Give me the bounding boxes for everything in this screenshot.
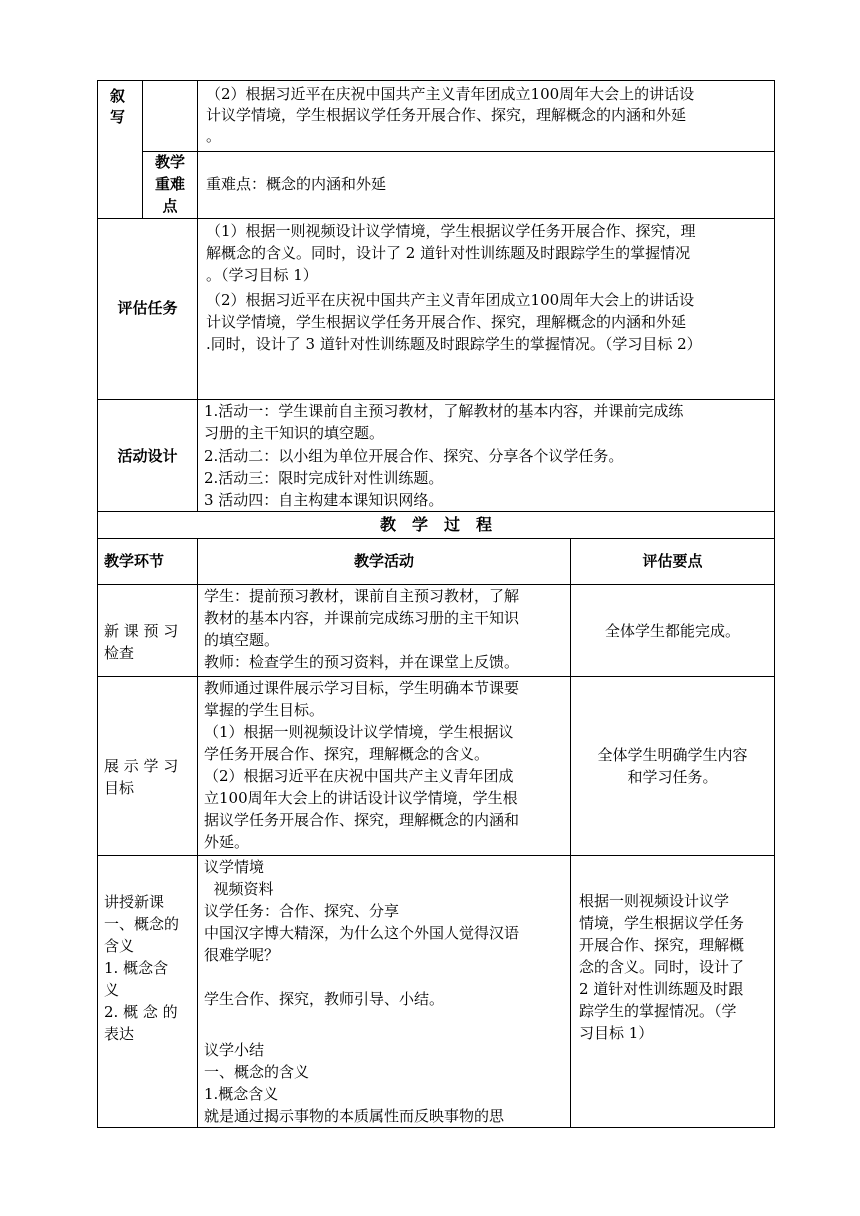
row1-stage-line-1: 新 课 预 习 [104, 622, 179, 640]
row2-assessment-cell [570, 676, 775, 856]
narrative-label-1: 叙 [110, 87, 126, 105]
difficulty-label-2: 重难 [154, 175, 185, 193]
row3-assessment-line-7: 习目标 1） [579, 1024, 654, 1042]
row2-activity-line-7: 据议学任务开展合作、探究，理解概念的内涵和 [204, 811, 520, 829]
activity-line-1: 1.活动一：学生课前自主预习教材，了解教材的基本内容，并课前完成练 [204, 402, 684, 420]
narrative-text-line-2: 计议学情境，学生根据议学任务开展合作、探究，理解概念的内涵和外延 [206, 106, 687, 124]
header-stage: 教学环节 [104, 552, 165, 570]
narrative-text-line-3: 。 [206, 127, 222, 145]
difficulty-label-3: 点 [162, 197, 178, 215]
row1-activity-line-3: 的填空题。 [204, 631, 280, 649]
row3-assessment-line-5: 2 道针对性训练题及时跟 [579, 980, 744, 998]
row3-assessment-line-1: 根据一则视频设计议学 [579, 892, 730, 910]
row2-activity-line-2: 掌握的学生目标。 [204, 701, 325, 719]
row3-stage-line-1: 讲授新课 [104, 893, 165, 911]
row2-assessment-line-1: 全体学生明确学生内容 [597, 746, 748, 764]
assessment-line-4: （2）根据习近平在庆祝中国共产主义青年团成立100周年大会上的讲话设 [206, 291, 695, 309]
header-assessment: 评估要点 [642, 552, 703, 570]
assessment-line-2: 解概念的含义。同时，设计了 2 道针对性训练题及时跟踪学生的掌握情况 [206, 244, 691, 262]
row3-assessment-line-3: 开展合作、探究，理解概 [579, 936, 745, 954]
row3-activity-line-10: 一、概念的含义 [204, 1063, 310, 1081]
activity-line-3: 2.活动二：以小组为单位开展合作、探究、分享各个议学任务。 [204, 447, 624, 465]
row3-stage-line-4: 1. 概念含 [104, 959, 169, 977]
row2-activity-line-3: （1）根据一则视频设计议学情境，学生根据议 [204, 723, 514, 741]
narrative-text-line-1: （2）根据习近平在庆祝中国共产主义青年团成立100周年大会上的讲话设 [206, 85, 695, 103]
row2-activity-line-5: （2）根据习近平在庆祝中国共产主义青年团成 [204, 767, 514, 785]
row3-activity-line-9: 议学小结 [204, 1041, 265, 1059]
row3-activity-line-2: 视频资料 [204, 880, 274, 898]
row3-assessment-line-2: 情境，学生根据议学任务 [579, 914, 745, 932]
difficulty-text: 重难点：概念的内涵和外延 [206, 175, 387, 193]
row3-assessment-line-4: 念的含义。同时，设计了 [579, 958, 745, 976]
row3-activity-line-7: 学生合作、探究，教师引导、小结。 [204, 990, 445, 1008]
row2-activity-line-4: 学任务开展合作、探究，理解概念的含义。 [204, 745, 490, 763]
activity-label: 活动设计 [117, 447, 178, 465]
row1-stage-line-2: 检查 [104, 644, 135, 662]
assessment-line-3: 。（学习目标 1） [206, 266, 318, 284]
row2-activity-line-6: 立100周年大会上的讲话设计议学情境，学生根 [204, 789, 518, 807]
header-activity: 教学活动 [353, 552, 414, 570]
row2-activity-line-8: 外延。 [204, 833, 250, 851]
row3-stage-line-2: 一、概念的 [104, 915, 180, 933]
row1-activity-line-1: 学生：提前预习教材，课前自主预习教材，了解 [204, 587, 520, 605]
row1-activity-line-2: 教材的基本内容，并课前完成练习册的主干知识 [204, 609, 520, 627]
row3-activity-line-4: 中国汉字博大精深，为什么这个外国人觉得汉语 [204, 924, 520, 942]
row3-stage-line-6: 2. 概 念 的 [104, 1003, 178, 1021]
row3-activity-line-1: 议学情境 [204, 858, 265, 876]
row2-activity-line-1: 教师通过课件展示学习目标，学生明确本节课要 [204, 679, 520, 697]
row3-activity-line-3: 议学任务：合作、探究、分享 [204, 902, 400, 920]
row3-stage-line-5: 义 [104, 981, 120, 999]
row3-assessment-line-6: 踪学生的掌握情况。（学 [579, 1002, 737, 1020]
process-title: 教 学 过 程 [379, 515, 492, 534]
activity-line-4: 2.活动三：限时完成针对性训练题。 [204, 469, 444, 487]
narrative-sub-cell [142, 80, 198, 152]
assessment-line-5: 计议学情境，学生根据议学任务开展合作、探究，理解概念的内涵和外延 [206, 313, 687, 331]
assessment-line-1: （1）根据一则视频设计议学情境，学生根据议学任务开展合作、探究，理 [206, 222, 696, 240]
row3-stage-line-7: 表达 [104, 1025, 135, 1043]
row1-activity-line-4: 教师：检查学生的预习资料，并在课堂上反馈。 [204, 653, 520, 671]
row3-stage-line-3: 含义 [104, 937, 135, 955]
assessment-line-6: .同时，设计了 3 道针对性训练题及时跟踪学生的掌握情况。（学习目标 2） [206, 335, 702, 353]
assessment-label: 评估任务 [117, 299, 178, 317]
activity-line-5: 3 活动四：自主构建本课知识网络。 [204, 491, 444, 509]
row3-activity-line-11: 1.概念含义 [204, 1085, 279, 1103]
activity-line-2: 习册的主干知识的填空题。 [204, 424, 385, 442]
row3-activity-line-5: 很难学呢？ [204, 946, 280, 964]
difficulty-label-1: 教学 [154, 153, 185, 171]
row2-stage-line-2: 目标 [104, 779, 135, 797]
row3-activity-line-12: 就是通过揭示事物的本质属性而反映事物的思 [204, 1107, 505, 1125]
row2-stage-line-1: 展 示 学 习 [104, 757, 179, 775]
row1-assessment-line-1: 全体学生都能完成。 [604, 622, 740, 640]
narrative-label-2: 写 [110, 108, 126, 126]
row2-assessment-line-2: 和学习任务。 [627, 768, 718, 786]
